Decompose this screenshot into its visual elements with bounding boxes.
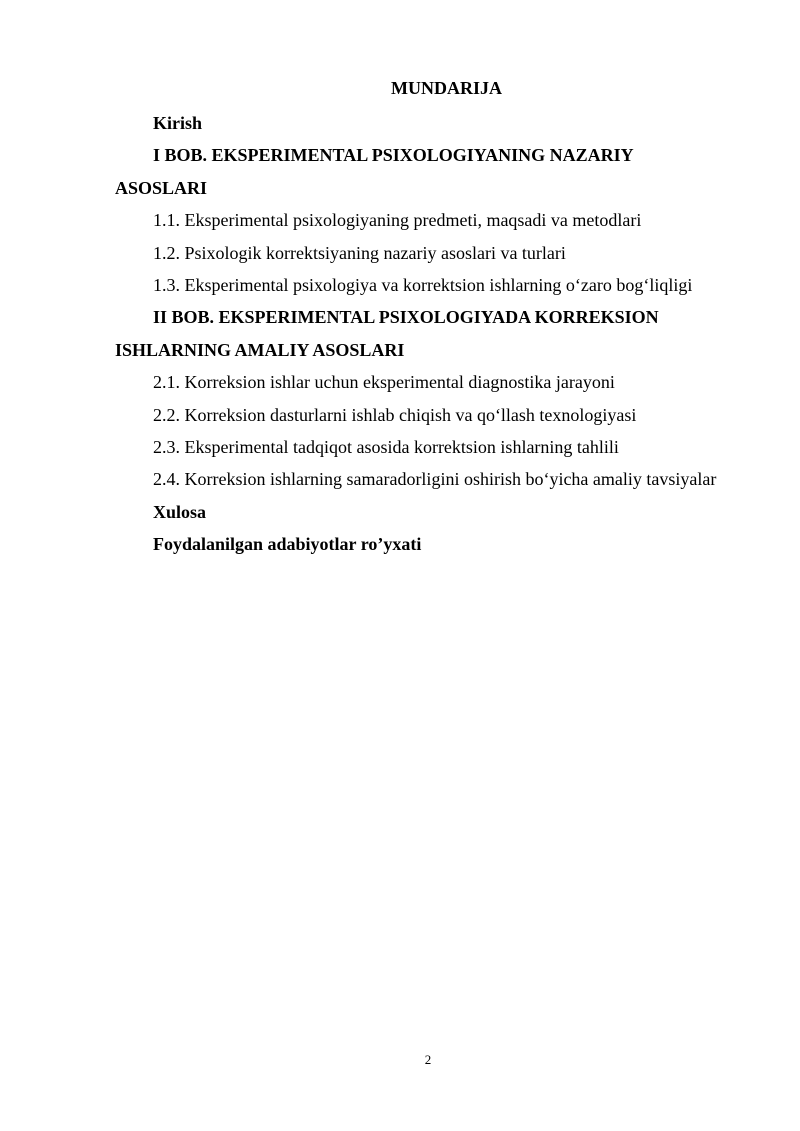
toc-entry-intro: Kirish	[153, 113, 203, 133]
toc-entry-section-2-2: 2.2. Korreksion dasturlarni ishlab chiqish va qo‘llash texnologiyasi	[153, 404, 637, 425]
page-title: MUNDARIJA	[391, 78, 502, 98]
toc-entry-chapter1-line2: ASOSLARI	[115, 177, 208, 198]
toc-entry-section-2-1: 2.1. Korreksion ishlar uchun eksperimental diagnostika jarayoni	[153, 372, 615, 393]
toc-entry-conclusion: Xulosa	[153, 501, 207, 522]
toc-entry-chapter1-line1: I BOB. EKSPERIMENTAL PSIXOLOGIYANING NAZARIY	[153, 145, 634, 166]
toc-entry-section-1-2: 1.2. Psixologik korrektsiyaning nazariy asoslari va turlari	[153, 242, 566, 263]
toc-entry-references: Foydalanilgan adabiyotlar ro’yxati	[153, 534, 422, 555]
toc-entry-section-1-3: 1.3. Eksperimental psixologiya va korrektsion ishlarning o‘zaro bog‘liqligi	[153, 275, 693, 296]
toc-entry-section-1-1: 1.1. Eksperimental psixologiyaning predmeti, maqsadi va metodlari	[153, 210, 642, 231]
toc-entry-section-2-3: 2.3. Eksperimental tadqiqot asosida korrektsion ishlarning tahlili	[153, 437, 619, 458]
toc-entry-chapter2-line2: ISHLARNING AMALIY ASOSLARI	[115, 339, 405, 360]
table-of-contents	[115, 107, 745, 561]
toc-entry-chapter2-line1: II BOB. EKSPERIMENTAL PSIXOLOGIYADA KORREKSION	[153, 307, 659, 328]
title-container	[0, 77, 800, 99]
toc-entry-section-2-4: 2.4. Korreksion ishlarning samaradorligini oshirish bo‘yicha amaliy tavsiyalar	[153, 469, 717, 490]
page-number: 2	[424, 1052, 432, 1067]
